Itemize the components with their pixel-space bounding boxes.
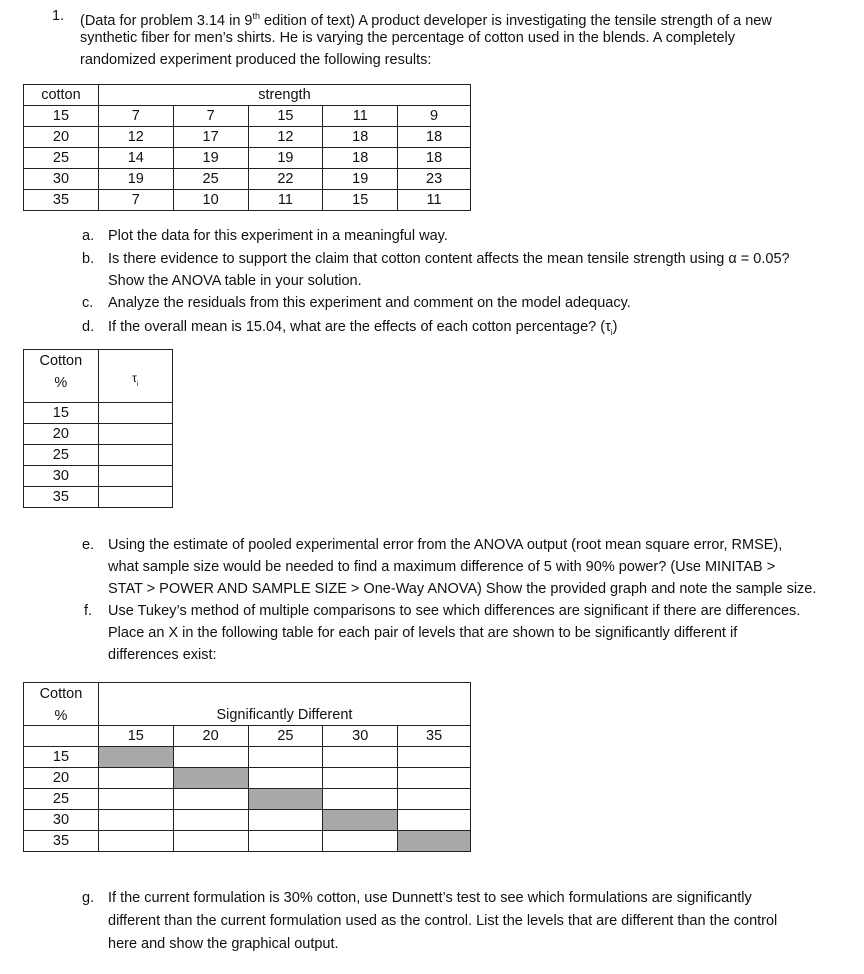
level-cell: 30 xyxy=(24,466,99,487)
question-e-text-2: what sample size would be needed to find a maximum difference of 5 with 90% power? (Use MINITAB > xyxy=(108,559,776,575)
data-table xyxy=(23,84,471,211)
cell: 15 xyxy=(24,106,99,127)
table-row xyxy=(24,169,471,190)
comparison-cell[interactable] xyxy=(248,747,323,768)
comparison-cell[interactable] xyxy=(98,831,173,852)
problem-intro-line-3: randomized experiment produced the following results: xyxy=(80,52,432,68)
question-g-text-2: different than the current formulation used as the control. List the levels that are different than the control xyxy=(108,913,778,929)
question-g-text-3: here and show the graphical output. xyxy=(108,936,339,952)
tukey-header-line1: Cotton xyxy=(39,686,83,702)
question-d-text-end: ) xyxy=(612,319,618,335)
comparison-cell[interactable] xyxy=(98,810,173,831)
question-f-letter: f. xyxy=(84,603,93,619)
table-row xyxy=(24,747,471,768)
tau-header-subscript: i xyxy=(136,381,139,388)
effect-cell[interactable] xyxy=(98,445,172,466)
question-d-text-main: If the overall mean is 15.04, what are the effects of each cotton percentage? (τ xyxy=(108,319,611,335)
tukey-table xyxy=(23,682,471,852)
question-f-text-3: differences exist: xyxy=(108,647,217,663)
comparison-cell[interactable] xyxy=(323,789,398,810)
question-e-text-1: Using the estimate of pooled experimental error from the ANOVA output (root mean square error, RMSE), xyxy=(108,537,783,553)
question-c-letter: c. xyxy=(82,295,94,311)
effects-header-row xyxy=(24,350,173,403)
row-header: 35 xyxy=(24,831,99,852)
column-header: 30 xyxy=(323,726,398,747)
table-row xyxy=(24,768,471,789)
comparison-cell[interactable] xyxy=(173,810,248,831)
column-header: 20 xyxy=(173,726,248,747)
effect-cell[interactable] xyxy=(98,424,172,445)
question-f-text-1: Use Tukey’s method of multiple comparisons to see which differences are significant if there are differences. xyxy=(108,603,801,619)
diagonal-cell xyxy=(398,831,471,852)
table-row xyxy=(24,487,173,508)
column-header: 25 xyxy=(248,726,323,747)
question-a-text: Plot the data for this experiment in a meaningful way. xyxy=(108,228,448,244)
intro-sup: th xyxy=(252,11,260,21)
problem-intro-line-2: synthetic fiber for men’s shirts. He is varying the percentage of cotton used in the blends. A completely xyxy=(80,30,735,46)
table-row xyxy=(24,424,173,445)
table-row xyxy=(24,831,471,852)
cell: 19 xyxy=(173,148,248,169)
cell: 22 xyxy=(248,169,323,190)
cell: 7 xyxy=(173,106,248,127)
level-cell: 25 xyxy=(24,445,99,466)
comparison-cell[interactable] xyxy=(173,747,248,768)
table-row xyxy=(24,190,471,211)
comparison-cell[interactable] xyxy=(398,768,471,789)
comparison-cell[interactable] xyxy=(323,831,398,852)
comparison-cell[interactable] xyxy=(248,810,323,831)
table-row xyxy=(24,403,173,424)
cell: 11 xyxy=(398,190,471,211)
strength-header: strength xyxy=(98,85,470,106)
cell: 9 xyxy=(398,106,471,127)
table-row xyxy=(24,106,471,127)
significantly-different-header: Significantly Different xyxy=(98,683,470,726)
cell: 19 xyxy=(248,148,323,169)
comparison-cell[interactable] xyxy=(398,789,471,810)
cell: 7 xyxy=(98,106,173,127)
column-header: 35 xyxy=(398,726,471,747)
row-header: 20 xyxy=(24,768,99,789)
comparison-cell[interactable] xyxy=(323,768,398,789)
diagonal-cell xyxy=(173,768,248,789)
cell: 18 xyxy=(323,127,398,148)
comparison-cell[interactable] xyxy=(398,810,471,831)
cell: 11 xyxy=(323,106,398,127)
cotton-header: cotton xyxy=(24,85,99,106)
comparison-cell[interactable] xyxy=(248,768,323,789)
data-table-header xyxy=(24,85,471,106)
question-e-text-3: STAT > POWER AND SAMPLE SIZE > One-Way ANOVA) Show the provided graph and note the sample size. xyxy=(108,581,817,597)
cell: 19 xyxy=(323,169,398,190)
question-b-letter: b. xyxy=(82,251,95,267)
cell: 20 xyxy=(24,127,99,148)
tukey-header-line2: % xyxy=(54,708,68,724)
question-g-text-1: If the current formulation is 30% cotton, use Dunnett’s test to see which formulations are significantly xyxy=(108,890,752,906)
question-b-text-2: Show the ANOVA table in your solution. xyxy=(108,273,362,289)
problem-number: 1. xyxy=(52,8,65,24)
cell: 7 xyxy=(98,190,173,211)
comparison-cell[interactable] xyxy=(98,789,173,810)
comparison-cell[interactable] xyxy=(98,768,173,789)
tukey-header-row xyxy=(24,683,471,726)
comparison-cell[interactable] xyxy=(398,747,471,768)
question-c-text: Analyze the residuals from this experiment and comment on the model adequacy. xyxy=(108,295,631,311)
question-e-letter: e. xyxy=(82,537,95,553)
cell: 12 xyxy=(98,127,173,148)
comparison-cell[interactable] xyxy=(323,747,398,768)
tau-subscript: i xyxy=(610,327,613,337)
column-header: 15 xyxy=(98,726,173,747)
cotton-header-line1: Cotton xyxy=(39,353,83,369)
table-row xyxy=(24,789,471,810)
table-row xyxy=(24,148,471,169)
level-cell: 20 xyxy=(24,424,99,445)
comparison-cell[interactable] xyxy=(173,831,248,852)
diagonal-cell xyxy=(248,789,323,810)
cell: 30 xyxy=(24,169,99,190)
table-row xyxy=(24,127,471,148)
level-cell: 15 xyxy=(24,403,99,424)
tau-symbol: τ xyxy=(132,371,137,386)
question-d-text xyxy=(108,317,617,343)
diagonal-cell xyxy=(323,810,398,831)
cell: 10 xyxy=(173,190,248,211)
cotton-header-line2: % xyxy=(54,375,68,391)
cell: 18 xyxy=(323,148,398,169)
cell: 23 xyxy=(398,169,471,190)
cell: 12 xyxy=(248,127,323,148)
effects-table xyxy=(23,349,173,508)
cell: 11 xyxy=(248,190,323,211)
comparison-cell[interactable] xyxy=(173,789,248,810)
question-g-letter: g. xyxy=(82,890,95,906)
tau-header xyxy=(98,350,172,403)
cell: 18 xyxy=(398,148,471,169)
intro-text-a: (Data for problem 3.14 in 9 xyxy=(80,12,253,29)
cell: 25 xyxy=(173,169,248,190)
effect-cell[interactable] xyxy=(98,466,172,487)
level-cell: 35 xyxy=(24,487,99,508)
cell: 14 xyxy=(98,148,173,169)
effect-cell[interactable] xyxy=(98,403,172,424)
question-a-letter: a. xyxy=(82,228,95,244)
table-row xyxy=(24,445,173,466)
cell: 15 xyxy=(248,106,323,127)
question-d-letter: d. xyxy=(82,319,95,335)
comparison-cell[interactable] xyxy=(248,831,323,852)
question-b-text-1: Is there evidence to support the claim that cotton content affects the mean tensile strength using α = 0.05? xyxy=(108,251,790,267)
cell: 18 xyxy=(398,127,471,148)
cell: 35 xyxy=(24,190,99,211)
row-header: 15 xyxy=(24,747,99,768)
tukey-cotton-header xyxy=(24,683,99,726)
empty-corner-cell xyxy=(24,726,99,747)
cell: 25 xyxy=(24,148,99,169)
question-f-text-2: Place an X in the following table for each pair of levels that are shown to be significantly different if xyxy=(108,625,738,641)
tukey-columns-row xyxy=(24,726,471,747)
row-header: 25 xyxy=(24,789,99,810)
effect-cell[interactable] xyxy=(98,487,172,508)
table-row xyxy=(24,810,471,831)
intro-text-b: edition of text) A product developer is investigating the tensile strength of a new xyxy=(260,12,772,29)
cell: 19 xyxy=(98,169,173,190)
table-row xyxy=(24,466,173,487)
cell: 17 xyxy=(173,127,248,148)
diagonal-cell xyxy=(98,747,173,768)
cotton-percent-header xyxy=(24,350,99,403)
cell: 15 xyxy=(323,190,398,211)
row-header: 30 xyxy=(24,810,99,831)
